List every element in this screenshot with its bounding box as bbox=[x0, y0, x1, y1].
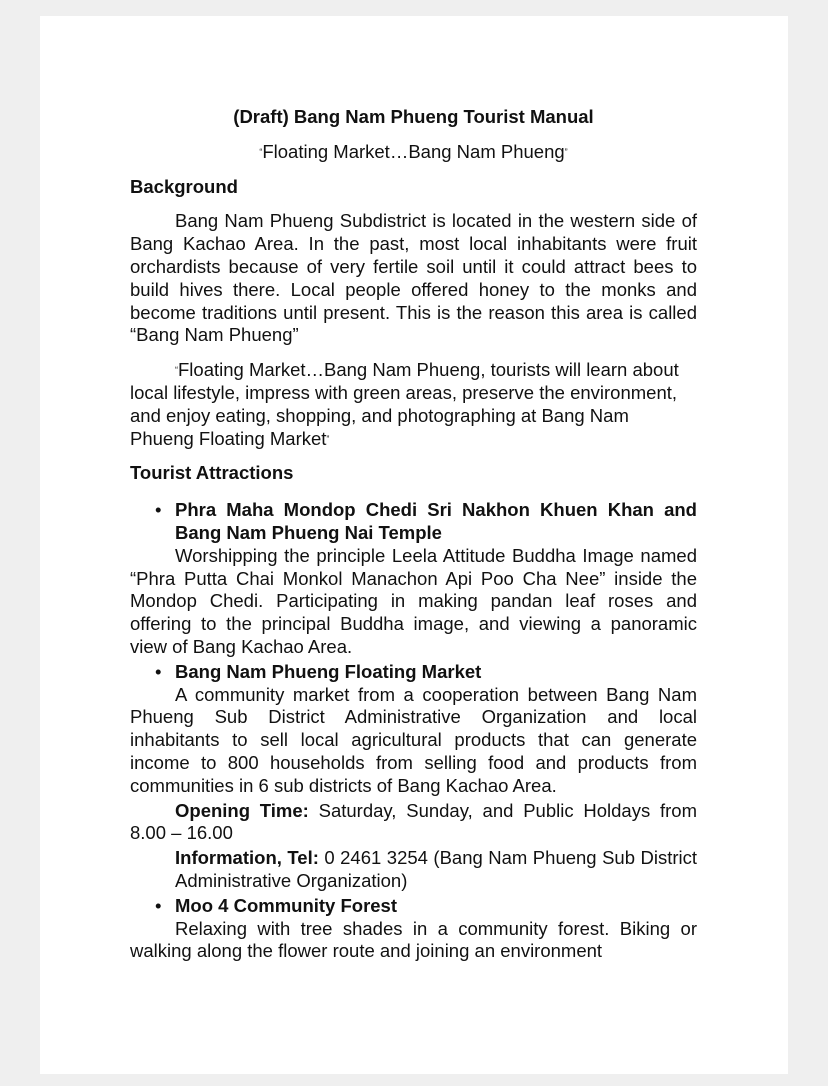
bullet-icon: • bbox=[155, 894, 162, 916]
attraction-item bbox=[130, 661, 697, 893]
opening-time bbox=[130, 800, 697, 846]
attraction-description: Worshipping the principle Leela Attitude Buddha Image named “Phra Putta Chai Monkol Manachon Api Poo Cha Nee” inside the Mondop Chedi. Participating in making pandan leaf roses and offering to the principal Buddha image, and viewing a panoramic view of Bang Kachao Area. bbox=[130, 544, 697, 657]
opening-time-value: Saturday, Sunday, and Public Holdays from 8.00 – 16.00 bbox=[130, 799, 697, 844]
document-content bbox=[130, 106, 697, 965]
attraction-title bbox=[155, 660, 697, 684]
slogan-paragraph bbox=[130, 359, 697, 450]
attraction-title bbox=[155, 894, 697, 918]
information-label: Information, Tel: bbox=[175, 847, 319, 869]
slogan-quote-open: “ bbox=[175, 365, 178, 376]
document-title: (Draft) Bang Nam Phueng Tourist Manual bbox=[233, 106, 594, 127]
attraction-description: A community market from a cooperation between Bang Nam Phueng Sub District Administrative Organization and local inhabitants to sell local agricultural products that can generate income to 800 households from selling food and products from communities in 6 sub districts of Bang Kachao Area. bbox=[130, 683, 697, 796]
opening-time-label: Opening Time: bbox=[175, 799, 309, 821]
subtitle-text: Floating Market…Bang Nam Phueng bbox=[262, 140, 565, 162]
subtitle-quote-open: “ bbox=[259, 146, 263, 157]
attraction-item bbox=[130, 895, 697, 963]
bullet-icon: • bbox=[155, 499, 162, 521]
attraction-title-text: Bang Nam Phueng Floating Market bbox=[175, 660, 482, 682]
slogan-quote-close: ” bbox=[326, 433, 330, 444]
background-heading: Background bbox=[130, 175, 238, 197]
subtitle-quote-close: ” bbox=[564, 146, 568, 157]
background-paragraph: Bang Nam Phueng Subdistrict is located in the western side of Bang Kachao Area. In the past, most local inhabitants were fruit orchardists because of very fertile soil until it could attract bees to build hives there. Local people offered honey to the monks and become traditions until present. This is the reason this area is called “Bang Nam Phueng” bbox=[130, 210, 697, 346]
document-page bbox=[40, 16, 788, 1074]
attractions-heading: Tourist Attractions bbox=[130, 462, 294, 484]
attraction-title-text: Moo 4 Community Forest bbox=[175, 894, 398, 916]
attraction-title-text: Phra Maha Mondop Chedi Sri Nakhon Khuen Khan and Bang Nam Phueng Nai Temple bbox=[175, 499, 697, 543]
document-subtitle bbox=[130, 141, 697, 164]
attraction-item bbox=[130, 499, 697, 659]
attraction-title bbox=[155, 499, 697, 545]
slogan-text: Floating Market…Bang Nam Phueng, tourists will learn about local lifestyle, impress with green areas, preserve the environment, and enjoy eating, shopping, and photographing at Bang Nam Phueng Floating Market bbox=[130, 359, 679, 449]
information-value: 0 2461 3254 (Bang Nam Phueng Sub District Administrative Organization) bbox=[175, 847, 697, 891]
information-contact bbox=[175, 847, 697, 893]
attraction-description: Relaxing with tree shades in a community forest. Biking or walking along the flower route and joining an environment bbox=[130, 917, 697, 962]
bullet-icon: • bbox=[155, 660, 162, 682]
